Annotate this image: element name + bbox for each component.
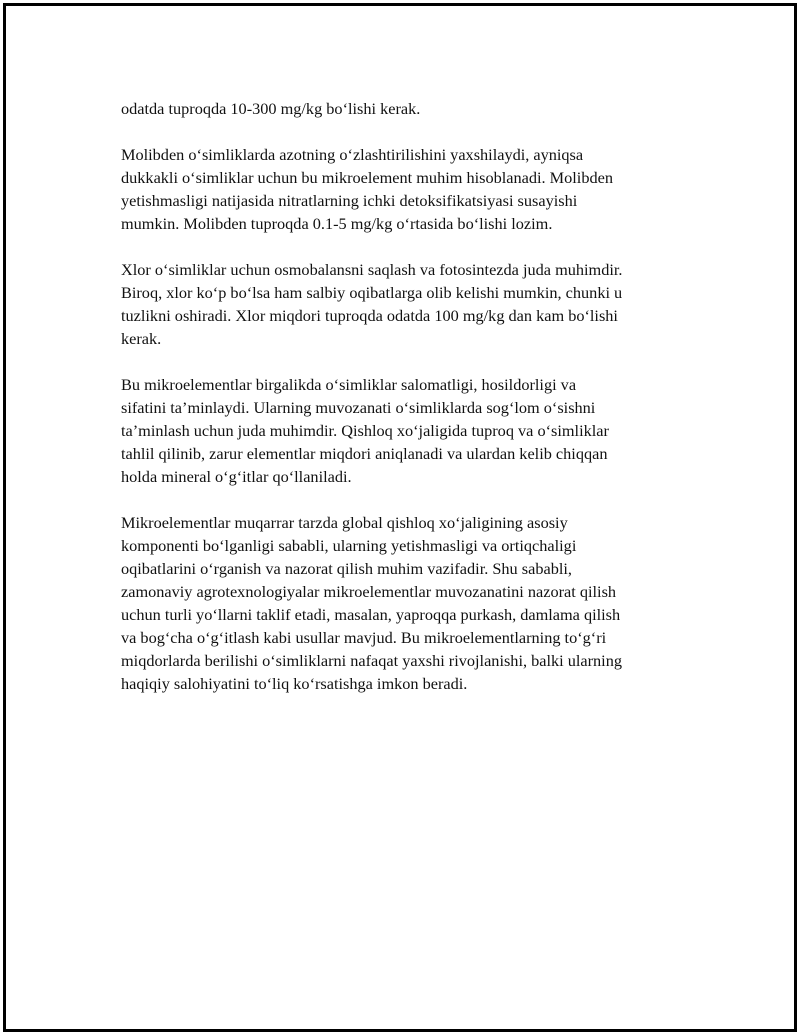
paragraph-line: ta’minlash uchun juda muhimdir. Qishloq xo‘jaligida tuproq va o‘simliklar [121,421,609,440]
paragraph-1 [121,97,696,120]
paragraph-line: kerak. [121,329,162,348]
paragraph-line: Xlor o‘simliklar uchun osmobalansni saqlash va fotosintezda juda muhimdir. [121,260,623,279]
paragraph-3 [121,258,696,350]
paragraph-line: haqiqiy salohiyatini to‘liq ko‘rsatishga imkon beradi. [121,674,468,693]
paragraph-line: tahlil qilinib, zarur elementlar miqdori aniqlanadi va ulardan kelib chiqqan [121,444,608,463]
paragraph-line: Bu mikroelementlar birgalikda o‘simliklar salomatligi, hosildorligi va [121,375,577,394]
paragraph-2 [121,143,696,235]
paragraph-line: dukkakli o‘simliklar uchun bu mikroelement muhim hisoblanadi. Molibden [121,168,613,187]
paragraph-line: oqibatlarini o‘rganish va nazorat qilish muhim vazifadir. Shu sababli, [121,559,572,578]
paragraph-line: zamonaviy agrotexnologiyalar mikroelementlar muvozanatini nazorat qilish [121,582,617,601]
document-page [3,3,797,1032]
paragraph-line: holda mineral o‘g‘itlar qo‘llaniladi. [121,467,352,486]
paragraph-line: komponenti bo‘lganligi sababli, ularning yetishmasligi va ortiqchaligi [121,536,577,555]
paragraph-line: yetishmasligi natijasida nitratlarning ichki detoksifikatsiyasi susayishi [121,191,578,210]
paragraph-line: Biroq, xlor ko‘p bo‘lsa ham salbiy oqibatlarga olib kelishi mumkin, chunki u [121,283,623,302]
paragraph-line: sifatini ta’minlaydi. Ularning muvozanati o‘simliklarda sog‘lom o‘sishni [121,398,596,417]
paragraph-line: miqdorlarda berilishi o‘simliklarni nafaqat yaxshi rivojlanishi, balki ularning [121,651,622,670]
paragraph-line: mumkin. Molibden tuproqda 0.1-5 mg/kg o‘rtasida bo‘lishi lozim. [121,214,553,233]
paragraph-line: Molibden o‘simliklarda azotning o‘zlashtirilishini yaxshilaydi, ayniqsa [121,145,584,164]
paragraph-line: uchun turli yo‘llarni taklif etadi, masalan, yaproqqa purkash, damlama qilish [121,605,621,624]
paragraph-line: tuzlikni oshiradi. Xlor miqdori tuproqda odatda 100 mg/kg dan kam bo‘lishi [121,306,618,325]
paragraph-line: Mikroelementlar muqarrar tarzda global qishloq xo‘jaligining asosiy [121,513,568,532]
paragraph-line: odatda tuproqda 10-300 mg/kg bo‘lishi kerak. [121,99,421,118]
paragraph-line: va bog‘cha o‘g‘itlash kabi usullar mavjud. Bu mikroelementlarning to‘g‘ri [121,628,607,647]
document-body [121,97,696,718]
paragraph-5 [121,511,696,695]
paragraph-4 [121,373,696,488]
